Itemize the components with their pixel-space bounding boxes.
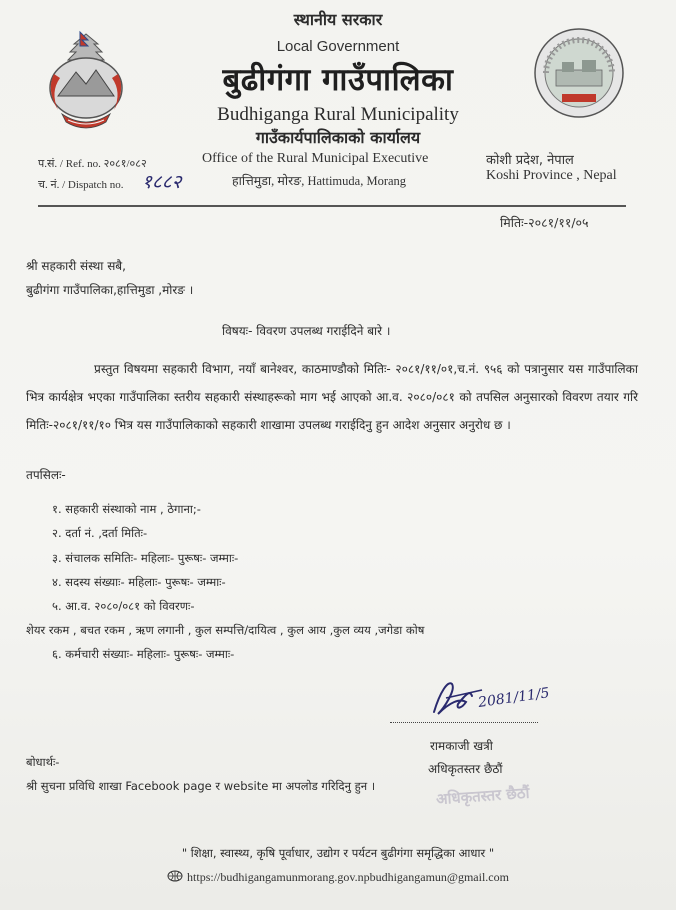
dispatch-label: च. नं. / Dispatch no. [38, 179, 124, 191]
municipality-name-english: Budhiganga Rural Municipality [217, 104, 459, 125]
letter-body: प्रस्तुत विषयमा सहकारी विभाग, नयाँ बानेश्वर, काठमाण्डौको मितिः- २०८१/११/०१,च.नं. ९५६ को पत्रानुसार यस गाउँपालिका भित्र कार्यक्षेत्र भएका गाउँपालिका स्तरीय सहकारी संस्थाहरूको माग भई आएको आ.व. २०८०/०८१ को तपसिल अनुसारको विवरण तयार गरि मितिः-२०८१/११/१० भित्र यस गाउँपालिकाको सहकारी शाखामा उपलब्ध गराईदिनु हुन आदेश अनुसार अनुरोध छ । [26, 362, 638, 432]
details-financial-fields: शेयर रकम , बचत रकम , ऋण लगानी , कुल सम्पत्ति/दायित्व , कुल आय ,कुल व्यय ,जगेडा कोष [26, 623, 425, 637]
letter-subject: विषयः- विवरण उपलब्ध गराईदिने बारे । [222, 324, 391, 338]
dispatch-number-handwritten: १८८२ [142, 171, 182, 193]
signatory-name: रामकाजी खत्री [430, 739, 493, 753]
letter-date: मितिः-२०८१/११/०५ [500, 215, 589, 230]
cc-line: श्री सुचना प्रविधि शाखा Facebook page र website मा अपलोड गरिदिनु हुन । [26, 779, 376, 793]
office-address: हात्तिमुडा, मोरङ, Hattimuda, Morang [232, 174, 407, 188]
recipient-line-1: श्री सहकारी संस्था सबै, [26, 259, 126, 273]
reference-number: प.सं. / Ref. no. २०८१/०८२ [38, 158, 147, 170]
letterhead-top-english: Local Government [276, 38, 400, 55]
signature-dotted-line [390, 722, 538, 723]
cc-heading: बोधार्थः- [26, 755, 60, 769]
signatory-title: अधिकृतस्तर छैठौं [428, 762, 503, 776]
letterhead-top-nepali: स्थानीय सरकार [293, 10, 383, 29]
province-english: Koshi Province , Nepal [486, 168, 617, 183]
globe-icon [167, 870, 183, 886]
office-name-english: Office of the Rural Municipal Executive [202, 151, 429, 166]
office-name-nepali: गाउँकार्यपालिकाको कार्यालय [255, 128, 421, 147]
letterhead-divider [38, 205, 626, 207]
signature-date-handwritten: 2081/11/5 [477, 685, 551, 711]
faded-stamp: अधिकृतस्तर छैठौं [435, 783, 531, 809]
recipient-line-2: बुढीगंगा गाउँपालिका,हात्तिमुडा ,मोरङ । [26, 283, 194, 297]
details-item: ४. सदस्य संख्याः- महिलाः- पुरूषः- जम्माः- [52, 575, 226, 589]
details-item: ३. संचालक समितिः- महिलाः- पुरूषः- जम्माः- [52, 551, 239, 565]
municipality-name-nepali: बुढीगंगा गाउँपालिका [222, 62, 454, 98]
details-item: १. सहकारी संस्थाको नाम , ठेगाना;- [52, 502, 201, 516]
footer-contact [0, 870, 676, 886]
footer-slogan: " शिक्षा, स्वास्थ्य, कृषि पूर्वाधार, उद्योग र पर्यटन बुढीगंगा समृद्धिका आधार " [181, 846, 495, 860]
details-item: ५. आ.व. २०८०/०८१ को विवरणः- [52, 599, 195, 613]
details-heading: तपसिलः- [26, 468, 66, 482]
details-item: २. दर्ता नं. ,दर्ता मितिः- [52, 526, 148, 540]
details-item: ६. कर्मचारी संख्याः- महिलाः- पुरूषः- जम्माः- [52, 647, 235, 661]
province-nepali: कोशी प्रदेश, नेपाल [486, 153, 574, 168]
footer-contact-text: https://budhigangamunmorang.gov.npbudhigangamun@gmail.com [187, 870, 509, 884]
